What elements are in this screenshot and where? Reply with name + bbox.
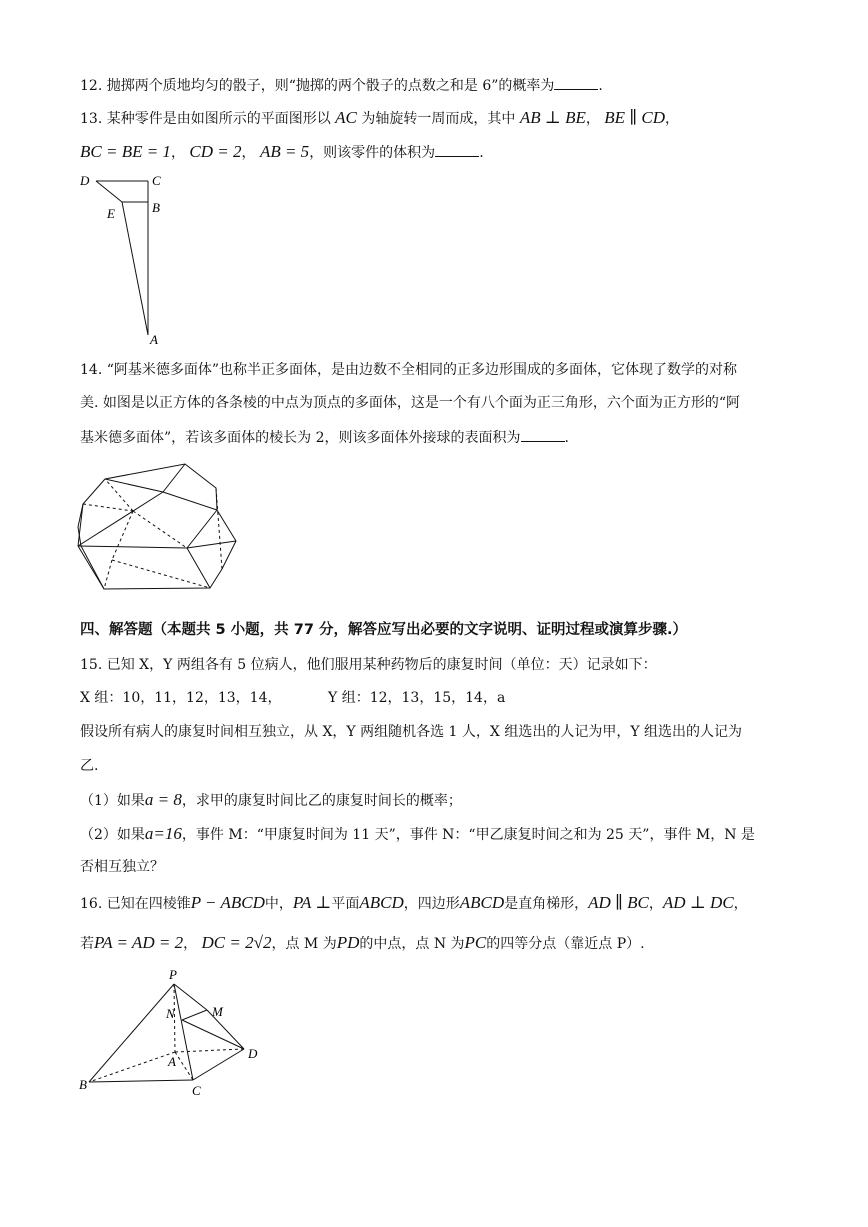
section-heading	[80, 620, 687, 640]
question-14-line1	[80, 360, 737, 380]
label-c: C	[152, 173, 161, 188]
q15-text: 乙.	[80, 758, 99, 774]
q13-text: ，	[665, 111, 680, 127]
question-14-line2	[80, 393, 740, 413]
question-15-assume1	[80, 722, 742, 742]
answer-blank	[521, 427, 565, 442]
segment-de	[96, 181, 122, 202]
q13-text: 13. 某种零件是由如图所示的平面图形以	[80, 111, 331, 127]
q13-end: .	[479, 145, 484, 161]
q13-math-parallel: BE ∥ CD	[604, 108, 666, 127]
label-d: D	[248, 1046, 258, 1061]
q14-text: 美. 如图是以正方体的各条棱的中点为顶点的多面体，这是一个有八个面为正三角形，六个面为正方形的“阿	[80, 395, 741, 411]
cuboctahedron-figure	[76, 460, 246, 600]
q16-math: ABCD	[459, 893, 505, 912]
q14-text: 基米德多面体”，若该多面体的棱长为 2，则该多面体外接球的表面积为	[80, 430, 521, 446]
question-13-line1	[80, 108, 679, 129]
label-p: P	[169, 967, 177, 982]
segment-ea	[122, 202, 148, 335]
question-15-part2	[80, 824, 755, 845]
label-a: A	[168, 1054, 176, 1069]
q15-text: （1）如果	[80, 793, 145, 809]
q15-text: ，事件 M：“甲康复时间为 11 天”，事件 N：“甲乙康复时间之和为 25 天”，事件 M，N 是	[181, 827, 755, 843]
question-15-part2-cont	[80, 857, 164, 877]
section-title: 四、解答题（本题共 5 小题，共 77 分，解答应写出必要的文字说明、证明过程或演算步骤.）	[80, 622, 687, 638]
q13-text: ，	[170, 145, 185, 161]
q16-text: ，四边形	[403, 896, 460, 912]
answer-blank	[554, 75, 598, 90]
question-15-intro	[80, 655, 657, 675]
solid-edges	[89, 984, 244, 1082]
label-b: B	[79, 1077, 87, 1092]
question-16-line1	[80, 893, 748, 914]
q13-text: ，则该零件的体积为	[309, 145, 436, 161]
question-16-line2	[80, 933, 645, 954]
q16-math: PA ⊥	[292, 893, 332, 912]
question-12	[80, 75, 603, 96]
q16-text: ，	[733, 896, 748, 912]
hidden-edges	[89, 984, 244, 1082]
q16-math: AD ∥ BC	[588, 893, 649, 912]
q16-text: 的四等分点（靠近点 P）.	[486, 936, 645, 952]
q16-math: ABCD	[359, 893, 404, 912]
question-15-data	[80, 688, 282, 708]
q16-text: 中，	[264, 896, 293, 912]
q16-text: ，点 M 为	[271, 936, 337, 952]
question-15-part1	[80, 790, 462, 811]
y-group-data: Y 组：12，13，15，14，a	[328, 690, 506, 706]
label-a: A	[150, 332, 158, 347]
q15-text: 否相互独立？	[80, 859, 164, 875]
q16-math: AD ⊥ DC	[662, 893, 734, 912]
q16-math: PD	[336, 933, 360, 952]
question-15-assume2	[80, 756, 98, 776]
q16-math: PC	[464, 933, 487, 952]
q13-text: ，	[241, 145, 256, 161]
label-b: B	[152, 200, 160, 215]
pyramid-figure	[76, 962, 276, 1102]
q13-math-ac: AC	[335, 108, 357, 127]
q16-text: ，	[183, 936, 198, 952]
q13-text: ，	[585, 111, 600, 127]
q16-text: 16. 已知在四棱锥	[80, 896, 191, 912]
label-d: D	[80, 173, 90, 188]
q15-text: 15. 已知 X，Y 两组各有 5 位病人，他们服用某种药物后的康复时间（单位：天）记录如下：	[80, 657, 657, 673]
q13-math-bc: BC = BE = 1	[80, 142, 171, 161]
q16-text: 若	[80, 936, 94, 952]
q13-figure	[76, 170, 176, 350]
label-e: E	[107, 206, 115, 221]
q13-text: 为轴旋转一周而成，其中	[361, 111, 516, 127]
q12-text: 12. 抛掷两个质地均匀的骰子，则“抛掷的两个骰子的点数之和是 6”的概率为	[80, 78, 555, 94]
q15-math: a = 8	[144, 790, 182, 809]
q12-end: .	[598, 78, 603, 94]
q13-math-ab: AB = 5	[259, 142, 310, 161]
x-group-data: X 组：10，11，12，13，14，	[80, 690, 282, 706]
q16-math: PA = AD = 2	[94, 933, 184, 952]
q16-text: 平面	[331, 896, 360, 912]
answer-blank	[435, 142, 479, 157]
q15-text: （2）如果	[80, 827, 145, 843]
label-c: C	[192, 1083, 201, 1098]
label-m: M	[212, 1004, 223, 1019]
q15-math: a=16	[144, 824, 182, 843]
q16-math: DC = 2√2	[201, 933, 272, 952]
q14-end: .	[564, 430, 569, 446]
q16-text: ，	[648, 896, 663, 912]
q14-text: 14. “阿基米德多面体”也称半正多面体，是由边数不全相同的正多边形围成的多面体，它体现了数学的对称	[80, 362, 738, 378]
q15-text: 假设所有病人的康复时间相互独立，从 X，Y 两组随机各选 1 人，X 组选出的人记为甲，Y 组选出的人记为	[80, 724, 743, 740]
q13-math-perp: AB ⊥ BE	[519, 108, 586, 127]
q16-math: P − ABCD	[190, 893, 265, 912]
q15-text: ，求甲的康复时间比乙的康复时间长的概率；	[181, 793, 462, 809]
q13-math-cd: CD = 2	[189, 142, 242, 161]
q16-text: 的中点，点 N 为	[359, 936, 465, 952]
q16-text: 是直角梯形，	[504, 896, 589, 912]
question-13-line2	[80, 142, 484, 163]
question-14-line3	[80, 427, 569, 448]
solid-edges	[78, 464, 236, 589]
label-n: N	[166, 1006, 175, 1021]
question-15-data-y	[328, 688, 505, 708]
